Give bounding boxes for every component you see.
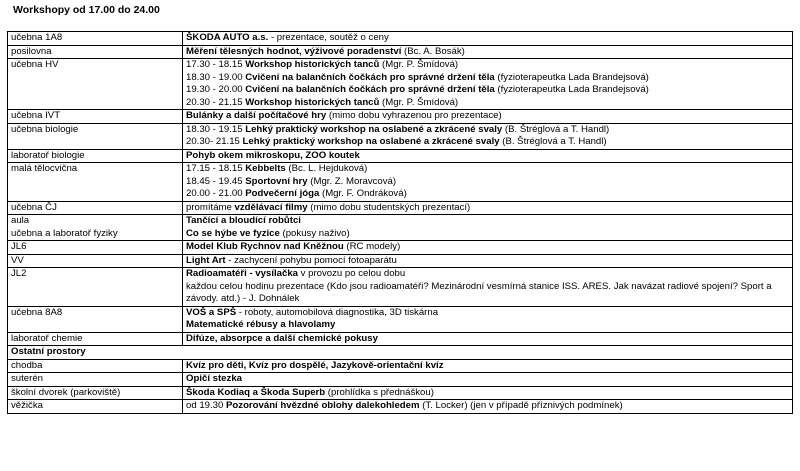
event-name: Matematické rébusy a hlavolamy — [186, 319, 336, 330]
section-heading: Ostatní prostory — [8, 346, 793, 360]
event-detail: (mimo dobu studentských prezentací) — [307, 201, 471, 213]
event-detail: 19.30 - 20.00 — [186, 84, 246, 95]
event-name: Lehký praktický workshop na oslabené a zkrácené svaly — [242, 136, 500, 147]
event-detail: - roboty, automobilová diagnostika, 3D tiskárna — [236, 306, 439, 318]
event-detail: 18.30 - 19.00 — [186, 71, 246, 83]
event-name: Škoda Kodiaq a Škoda Superb — [186, 386, 326, 398]
location-cell — [8, 373, 183, 387]
event-detail: (B. Štréglová a T. Handl) — [502, 123, 610, 135]
event-detail: 20.00 - 21.00 — [186, 188, 246, 199]
location-cell — [8, 201, 183, 215]
event-name: Sportovní hry — [245, 175, 308, 187]
program-cell — [183, 400, 793, 414]
program-cell — [183, 201, 793, 215]
event-detail: 20.30 - 21.15 — [186, 96, 246, 108]
location-cell — [8, 32, 183, 46]
event-detail: 20.30- 21.15 — [186, 136, 243, 147]
event-detail: (Mgr. P. Šmídová) — [379, 59, 459, 70]
location-cell — [8, 306, 183, 332]
table-row — [8, 110, 793, 124]
program-line — [186, 241, 792, 254]
table-row — [8, 373, 793, 387]
table-row — [8, 215, 793, 241]
program-cell — [183, 149, 793, 163]
location-name: aula — [11, 215, 30, 226]
program-line — [186, 97, 792, 110]
location-cell — [8, 254, 183, 268]
program-line — [186, 319, 792, 332]
program-line — [186, 228, 792, 241]
program-cell — [183, 254, 793, 268]
table-row — [8, 268, 793, 307]
program-line — [186, 136, 792, 149]
location-name: JL6 — [11, 241, 27, 252]
table-row — [8, 45, 793, 59]
event-detail: od 19.30 — [186, 400, 227, 411]
location-cell — [8, 45, 183, 59]
event-detail: (prohlídka s přednáškou) — [325, 386, 434, 398]
event-detail: 18.30 - 19.15 — [186, 123, 246, 135]
location-name: učebna 8A8 — [11, 306, 63, 318]
event-detail: (fyzioterapeutka Lada Brandejsová) — [494, 84, 649, 95]
event-name: Light Art — [186, 254, 226, 266]
table-row — [8, 254, 793, 268]
program-cell — [183, 306, 793, 332]
table-row — [8, 332, 793, 346]
program-cell — [183, 268, 793, 307]
event-name: Měření tělesných hodnot, výživové poradenství — [186, 45, 402, 57]
event-name: VOŠ a SPŠ — [186, 306, 237, 318]
program-line — [186, 373, 792, 386]
program-line — [186, 268, 792, 281]
event-detail: (fyzioterapeutka Lada Brandejsová) — [494, 71, 649, 83]
location-name: JL2 — [11, 268, 27, 279]
program-line — [186, 215, 792, 228]
event-name: Opičí stezka — [186, 373, 242, 384]
event-detail: 17.15 - 18.15 — [186, 163, 246, 174]
event-detail: 18.45 - 19.45 — [186, 175, 246, 187]
location-cell — [8, 241, 183, 255]
table-row — [8, 123, 793, 149]
program-line — [186, 360, 792, 373]
location-name: chodba — [11, 359, 43, 371]
event-detail: (mimo dobu vyhrazenou pro prezentace) — [326, 110, 502, 121]
event-detail: - zachycení pohybu pomocí fotoaparátu — [225, 254, 397, 266]
event-name: Bulánky a další počítačové hry — [186, 110, 327, 121]
location-cell — [8, 110, 183, 124]
program-cell — [183, 163, 793, 202]
program-cell — [183, 373, 793, 387]
event-detail: promítáme — [186, 201, 235, 213]
event-detail: (pokusy naživo) — [279, 227, 350, 239]
table-row — [8, 241, 793, 255]
event-name: Pozorování hvězdné oblohy dalekohledem — [226, 400, 420, 411]
location-name: laboratoř biologie — [11, 149, 85, 161]
program-line — [186, 281, 792, 306]
location-name: malá tělocvična — [11, 163, 78, 174]
program-line — [186, 400, 792, 413]
program-line — [186, 387, 792, 400]
section-row — [8, 346, 793, 360]
event-name: Model Klub Rychnov nad Kněžnou — [186, 241, 344, 252]
event-name: Difúze, absorpce a další chemické pokusy — [186, 332, 378, 344]
table-row — [8, 149, 793, 163]
table-row — [8, 359, 793, 373]
table-row — [8, 59, 793, 110]
event-detail: (Mgr. P. Šmídová) — [379, 96, 459, 108]
program-line — [186, 176, 792, 189]
event-name: Co se hýbe ve fyzice — [186, 227, 280, 239]
program-line — [186, 32, 792, 45]
program-line — [186, 150, 792, 163]
location-name: posilovna — [11, 45, 52, 57]
location-name: učebna a laboratoř fyziky — [11, 227, 118, 239]
event-detail: 17.30 - 18.15 — [186, 59, 246, 70]
event-detail: (Bc. A. Bosák) — [401, 45, 465, 57]
event-name: Cvičení na balančních čočkách pro správné držení těla — [245, 84, 495, 95]
program-cell — [183, 332, 793, 346]
event-detail: (Bc. L. Hejduková) — [285, 163, 368, 174]
event-name: ŠKODA AUTO a.s. — [186, 32, 269, 43]
location-cell — [8, 400, 183, 414]
location-name: učebna HV — [11, 59, 59, 70]
event-name: Podvečerní jóga — [245, 188, 320, 199]
location-name: suterén — [11, 373, 43, 384]
location-name: laboratoř chemie — [11, 332, 83, 344]
table-row — [8, 163, 793, 202]
location-cell — [8, 359, 183, 373]
location-cell — [8, 215, 183, 241]
event-name: vzdělávací filmy — [234, 201, 308, 213]
event-name: Cvičení na balančních čočkách pro správné držení těla — [245, 71, 495, 83]
program-cell — [183, 215, 793, 241]
program-line — [186, 110, 792, 123]
event-name: Workshop historických tanců — [245, 96, 380, 108]
location-name: školní dvorek (parkoviště) — [11, 386, 121, 398]
event-name: Kvíz pro děti, Kvíz pro dospělé, Jazykově-orientační kvíz — [186, 359, 444, 371]
event-detail: (RC modely) — [343, 241, 401, 252]
location-name: učebna biologie — [11, 123, 79, 135]
program-line — [186, 333, 792, 346]
program-cell — [183, 32, 793, 46]
event-name: Pohyb okem mikroskopu, ZOO koutek — [186, 149, 360, 161]
program-line — [186, 202, 792, 215]
program-line — [186, 46, 792, 59]
location-name: učebna 1A8 — [11, 32, 63, 43]
program-line — [186, 307, 792, 320]
event-name: Radioamatéři - vysílačka — [186, 268, 298, 279]
program-cell — [183, 59, 793, 110]
program-line — [186, 84, 792, 97]
table-row — [8, 306, 793, 332]
location-cell — [8, 123, 183, 149]
event-detail: - prezentace, soutěž o ceny — [268, 32, 389, 43]
program-line — [186, 124, 792, 137]
workshop-table-body — [8, 32, 793, 414]
program-cell — [183, 241, 793, 255]
location-name: učebna ČJ — [11, 201, 57, 213]
location-name: VV — [11, 254, 24, 266]
location-cell — [8, 268, 183, 307]
program-cell — [183, 45, 793, 59]
program-line — [186, 72, 792, 85]
location-cell — [8, 332, 183, 346]
event-detail: (B. Štréglová a T. Handl) — [499, 136, 607, 147]
program-cell — [183, 359, 793, 373]
location-cell — [8, 59, 183, 110]
event-detail: (Mgr. F. Ondráková) — [319, 188, 407, 199]
program-line — [186, 163, 792, 176]
location-cell — [8, 386, 183, 400]
workshop-table — [7, 31, 793, 414]
event-name: Workshop historických tanců — [245, 59, 380, 70]
event-detail: (Mgr. Z. Moravcová) — [307, 175, 397, 187]
program-cell — [183, 386, 793, 400]
event-detail: (T. Locker) (jen v případě příznivých podmínek) — [419, 400, 623, 411]
table-row — [8, 386, 793, 400]
location-name: učebna IVT — [11, 110, 61, 121]
program-line — [186, 59, 792, 72]
event-name: Lehký praktický workshop na oslabené a zkrácené svaly — [245, 123, 503, 135]
program-line — [186, 255, 792, 268]
location-cell — [8, 149, 183, 163]
event-detail: v provozu po celou dobu — [298, 268, 406, 279]
table-row — [8, 400, 793, 414]
program-cell — [183, 123, 793, 149]
table-row — [8, 201, 793, 215]
event-name: Tančící a bloudící robůtci — [186, 215, 301, 226]
event-name: Kebbelts — [245, 163, 286, 174]
location-name: věžička — [11, 400, 43, 411]
page-title: Workshopy od 17.00 do 24.00 — [13, 4, 160, 16]
program-line — [186, 188, 792, 201]
table-row — [8, 32, 793, 46]
location-cell — [8, 163, 183, 202]
program-cell — [183, 110, 793, 124]
event-detail: každou celou hodinu prezentace (Kdo jsou radioamatéři? Mezinárodní vesmírná stanice ISS. ARES. Jak navázat radiové spojení? Sport a závody. atd.) - J. Dohnálek — [186, 280, 772, 304]
